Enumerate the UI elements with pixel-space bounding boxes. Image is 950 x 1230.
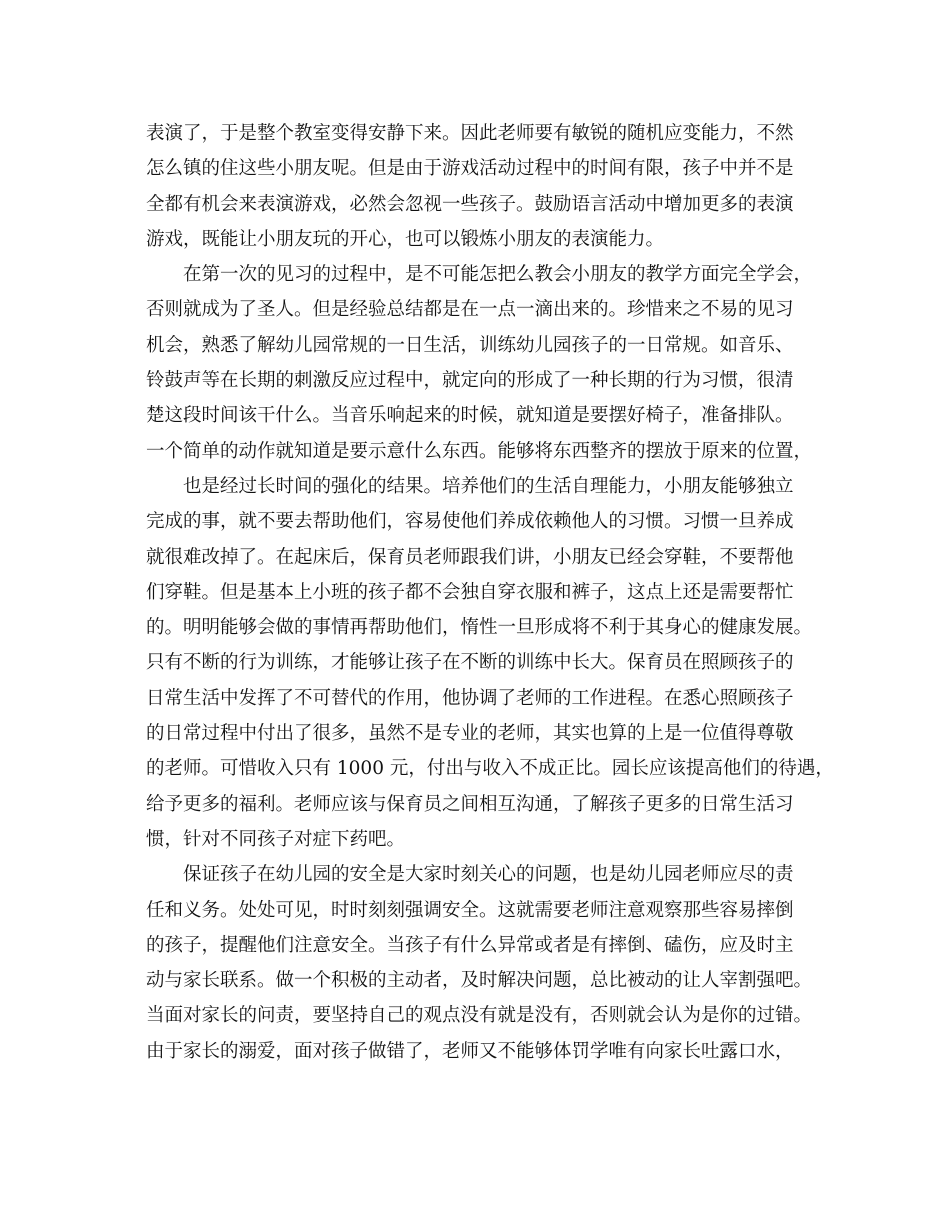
text-line: 日常生活中发挥了不可替代的作用，他协调了老师的工作进程。在悉心照顾孩子 <box>146 687 794 709</box>
text-line: 就很难改掉了。在起床后，保育员老师跟我们讲，小朋友已经会穿鞋，不要帮他 <box>146 546 794 568</box>
text-line: 的老师。可惜收入只有 1000 元，付出与收入不成正比。园长应该提高他们的待遇， <box>146 758 834 780</box>
paragraph-first-line: 在第一次的见习的过程中，是不可能怎把么教会小朋友的教学方面完全学会， <box>183 264 813 286</box>
text-line: 给予更多的福利。老师应该与保育员之间相互沟通，了解孩子更多的日常生活习 <box>146 793 794 815</box>
paragraph-first-line: 也是经过长时间的强化的结果。培养他们的生活自理能力，小朋友能够独立 <box>183 475 794 497</box>
text-line: 游戏，既能让小朋友玩的开心，也可以锻炼小朋友的表演能力。 <box>146 228 665 250</box>
text-line: 的孩子，提醒他们注意安全。当孩子有什么异常或者是有摔倒、磕伤，应及时主 <box>146 934 794 956</box>
text-line: 任和义务。处处可见，时时刻刻强调安全。这就需要老师注意观察那些容易摔倒 <box>146 899 794 921</box>
text-line: 否则就成为了圣人。但是经验总结都是在一点一滴出来的。珍惜来之不易的见习 <box>146 299 794 321</box>
text-line: 怎么镇的住这些小朋友呢。但是由于游戏活动过程中的时间有限，孩子中并不是 <box>146 158 794 180</box>
text-line: 楚这段时间该干什么。当音乐响起来的时候，就知道是要摆好椅子，准备排队。 <box>146 405 794 427</box>
text-line: 表演了，于是整个教室变得安静下来。因此老师要有敏锐的随机应变能力，不然 <box>146 123 794 144</box>
text-line: 由于家长的溺爱，面对孩子做错了，老师又不能够体罚学唯有向家长吐露口水， <box>146 1040 794 1062</box>
body-text <box>146 116 834 1069</box>
text-line: 们穿鞋。但是基本上小班的孩子都不会独自穿衣服和裤子，这点上还是需要帮忙 <box>146 581 794 603</box>
text-line: 铃鼓声等在长期的刺激反应过程中，就定向的形成了一种长期的行为习惯，很清 <box>146 370 794 392</box>
text-line: 当面对家长的问责，要坚持自己的观点没有就是没有，否则就会认为是你的过错。 <box>146 1005 813 1027</box>
text-line: 的日常过程中付出了很多，虽然不是专业的老师，其实也算的上是一位值得尊敬 <box>146 723 794 745</box>
text-line: 机会，熟悉了解幼儿园常规的一日生活，训练幼儿园孩子的一日常规。如音乐、 <box>146 334 794 356</box>
text-line: 动与家长联系。做一个积极的主动者，及时解决问题，总比被动的让人宰割强吧。 <box>146 970 813 992</box>
text-line: 的。明明能够会做的事情再帮助他们，惰性一旦形成将不利于其身心的健康发展。 <box>146 617 813 639</box>
text-line: 只有不断的行为训练，才能够让孩子在不断的训练中长大。保育员在照顾孩子的 <box>146 652 794 674</box>
text-line: 完成的事，就不要去帮助他们，容易使他们养成依赖他人的习惯。习惯一旦养成 <box>146 511 794 533</box>
paragraph-first-line: 保证孩子在幼儿园的安全是大家时刻关心的问题，也是幼儿园老师应尽的责 <box>183 864 794 886</box>
text-line: 全都有机会来表演游戏，必然会忽视一些孩子。鼓励语言活动中增加更多的表演 <box>146 193 794 215</box>
text-line: 一个简单的动作就知道是要示意什么东西。能够将东西整齐的摆放于原来的位置， <box>146 440 813 462</box>
text-line: 惯，针对不同孩子对症下药吧。 <box>146 828 406 850</box>
